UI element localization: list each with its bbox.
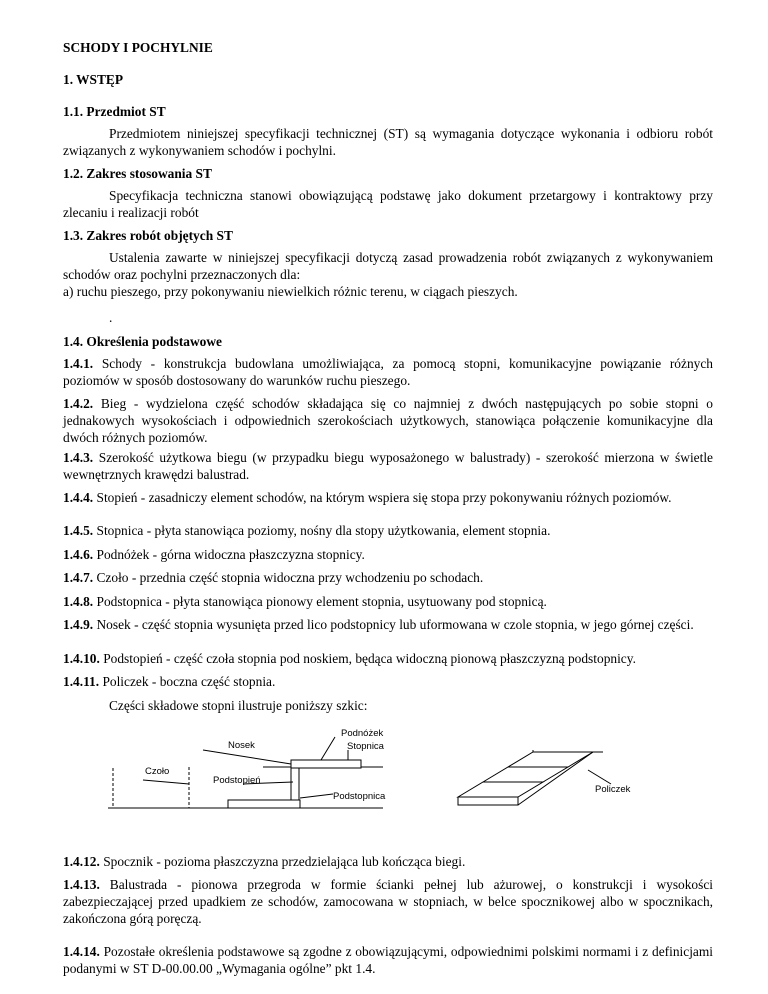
label-czolo: Czoło xyxy=(145,766,170,777)
definition-item xyxy=(63,943,713,977)
definition-item xyxy=(63,489,713,506)
definition-text: Szerokość użytkowa biegu (w przypadku biegu wyposażonego w balustrady) - szerokość mierzona w świetle wewnętrznych krawędzi balustrad. xyxy=(63,450,713,482)
label-nosek: Nosek xyxy=(228,740,255,751)
definition-number: 1.4.5. xyxy=(63,523,94,538)
definition-text: Spocznik - pozioma płaszczyzna przedzielająca lub kończąca biegi. xyxy=(103,854,466,869)
stair-parts-diagram xyxy=(63,722,713,822)
definition-number: 1.4.4. xyxy=(63,490,94,505)
definition-text: Bieg - wydzielona część schodów składająca się co najmniej z dwóch następujących po sobie stopni o jednakowych wysokościach i odpowiednich szerokościach użytkowych, stanowiąca połączenie komunikacyjne dla dwóch różnych poziomów. xyxy=(63,396,713,445)
label-podstopnica: Podstopnica xyxy=(333,791,386,802)
label-policzek: Policzek xyxy=(595,784,631,795)
section-1-4-heading: 1.4. Określenia podstawowe xyxy=(63,334,222,349)
podnozek-leader xyxy=(321,737,335,760)
definition-item xyxy=(63,853,713,870)
definition-number: 1.4.12. xyxy=(63,854,100,869)
step-perspective xyxy=(483,767,568,782)
definition-item xyxy=(63,673,713,690)
step-perspective xyxy=(458,797,518,805)
step-perspective xyxy=(508,752,593,767)
definition-item xyxy=(63,650,713,667)
section-1-heading: 1. WSTĘP xyxy=(63,72,124,87)
section-1-1-heading: 1.1. Przedmiot ST xyxy=(63,104,166,119)
definition-item xyxy=(63,449,713,483)
definition-text: Policzek - boczna część stopnia. xyxy=(99,674,276,689)
definition-item xyxy=(63,355,713,389)
step-perspective xyxy=(458,782,543,797)
definition-text: Pozostałe określenia podstawowe są zgodne z obowiązującymi, odpowiednimi polskimi normami i z definicjami podanymi w ST D-00.00.00 „Wymagania ogólne” pkt 1.4. xyxy=(63,944,713,976)
definition-number: 1.4.2. xyxy=(63,396,94,411)
riser xyxy=(291,768,299,800)
section-1-1-text: Przedmiotem niniejszej specyfikacji technicznej (ST) są wymagania dotyczące wykonania i odbioru robót związanych z wykonywaniem schodów i pochylni. xyxy=(63,126,713,158)
definition-item xyxy=(63,522,713,539)
section-1-2-heading: 1.2. Zakres stosowania ST xyxy=(63,166,212,181)
upper-tread xyxy=(291,760,361,768)
definition-text: Stopnica - płyta stanowiąca poziomy, nośny dla stopy użytkowania, element stopnia. xyxy=(96,523,551,538)
definition-number: 1.4.11. xyxy=(63,674,100,689)
label-podstopien: Podstopień xyxy=(213,775,261,786)
definition-text: Czoło - przednia część stopnia widoczna przy wchodzeniu po schodach. xyxy=(96,570,484,585)
section-1-2-text: Specyfikacja techniczna stanowi obowiązującą podstawę jako dokument przetargowy i kontraktowy przy zlecaniu i realizacji robót xyxy=(63,188,713,220)
podstopnica-leader xyxy=(300,794,333,798)
section-1-3-heading: 1.3. Zakres robót objętych ST xyxy=(63,228,233,243)
definition-text: Podnóżek - górna widoczna płaszczyzna stopnicy. xyxy=(96,547,365,562)
definition-number: 1.4.3. xyxy=(63,450,94,465)
definition-item xyxy=(63,569,713,586)
label-stopnica: Stopnica xyxy=(347,741,384,752)
definition-item xyxy=(63,546,713,563)
definition-number: 1.4.9. xyxy=(63,617,94,632)
definition-number: 1.4.8. xyxy=(63,594,94,609)
policzek-leader xyxy=(588,770,611,784)
stray-dot: . xyxy=(109,310,113,325)
definition-number: 1.4.6. xyxy=(63,547,94,562)
definition-text: Stopień - zasadniczy element schodów, na którym wspiera się stopa przy pokonywaniu różnych poziomów. xyxy=(96,490,672,505)
nosek-leader xyxy=(203,750,291,764)
definition-text: Nosek - część stopnia wysunięta przed lico podstopnicy lub uformowana w czole stopnia, w jego górnej części. xyxy=(96,617,694,632)
sketch-intro: Części składowe stopni ilustruje poniższy szkic: xyxy=(109,698,368,713)
definition-text: Balustrada - pionowa przegroda w formie ścianki pełnej lub ażurowej, o konstrukcji i wysokości zabezpieczającej przed upadkiem ze schodów, zamocowana w stopniach, w belce spocznikowej albo w spocznikach, zakończona górą poręczą. xyxy=(63,877,713,926)
definition-number: 1.4.13. xyxy=(63,877,100,892)
section-1-3-text: Ustalenia zawarte w niniejszej specyfikacji dotyczą zasad prowadzenia robót związanych z wykonywaniem schodów oraz pochylni przeznaczonych dla: xyxy=(63,250,713,282)
definition-item xyxy=(63,616,713,633)
definition-text: Podstopień - część czoła stopnia pod noskiem, będąca widoczną pionową płaszczyzną podstopnicy. xyxy=(103,651,636,666)
label-podnozek: Podnóżek xyxy=(341,728,384,739)
definition-number: 1.4.7. xyxy=(63,570,94,585)
lower-tread xyxy=(228,800,300,808)
definition-item xyxy=(63,395,713,446)
definition-item xyxy=(63,876,713,927)
definition-number: 1.4.1. xyxy=(63,356,94,371)
doc-title: SCHODY I POCHYLNIE xyxy=(63,40,213,55)
stringer-side xyxy=(518,752,603,805)
section-1-3-item-a: a) ruchu pieszego, przy pokonywaniu niewielkich różnic terenu, w ciągach pieszych. xyxy=(63,284,518,299)
definition-number: 1.4.14. xyxy=(63,944,100,959)
definition-text: Schody - konstrukcja budowlana umożliwiająca, za pomocą stopni, komunikacyjne powiązanie różnych poziomów w sposób dostosowany do warunków ruchu pieszego. xyxy=(63,356,713,388)
definition-number: 1.4.10. xyxy=(63,651,100,666)
czolo-leader xyxy=(143,780,189,784)
definition-text: Podstopnica - płyta stanowiąca pionowy element stopnia, usytuowany pod stopnicą. xyxy=(96,594,547,609)
definition-item xyxy=(63,593,713,610)
